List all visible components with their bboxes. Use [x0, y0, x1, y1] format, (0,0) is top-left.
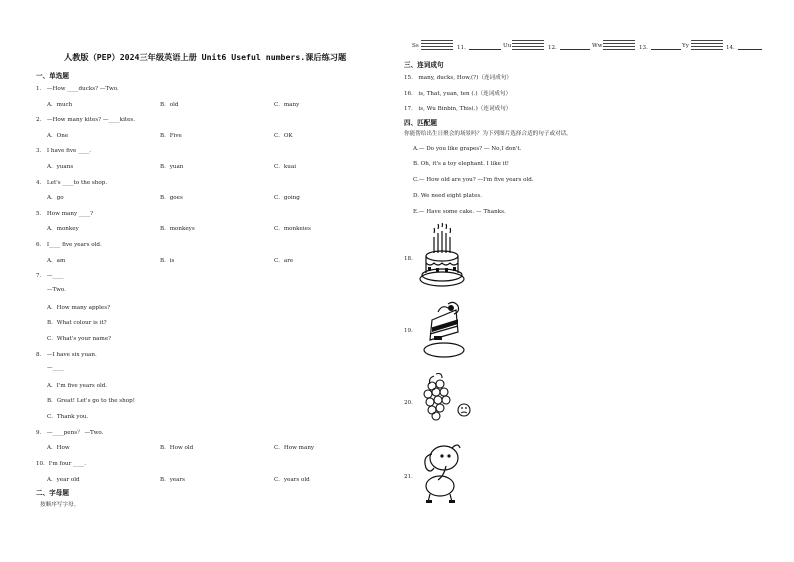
letter-number: 12．: [548, 45, 561, 51]
option-a[interactable]: A．One: [47, 133, 69, 139]
option-c[interactable]: C．kuai: [274, 164, 296, 170]
question-stem: 1． —How ____ducks? —Two.: [36, 86, 119, 92]
grapes-picture: [418, 370, 480, 432]
option-b[interactable]: B．years: [160, 477, 186, 483]
toy-elephant-picture: [418, 440, 466, 506]
option-a[interactable]: A．I'm five years old.: [47, 383, 108, 389]
option-a[interactable]: A．How: [47, 445, 70, 451]
matching-option: A.— Do you like grapes? — No,I don't.: [413, 146, 522, 152]
birthday-cake-picture: [418, 223, 466, 291]
section-sentences: 三、连词成句: [404, 61, 444, 69]
option-b[interactable]: B．goes: [160, 195, 183, 201]
letter-number: 14．: [726, 45, 739, 51]
option-b[interactable]: B．is: [160, 258, 175, 264]
letter-number: 11．: [457, 45, 470, 51]
letter-number: 13．: [639, 45, 652, 51]
answer-blank[interactable]: [469, 44, 501, 50]
question-stem: 10．I'm four ____.: [36, 461, 86, 467]
option-a[interactable]: A．year old: [47, 477, 80, 483]
option-c[interactable]: C．What's your name?: [47, 336, 112, 342]
section-letters: 二、字母题: [36, 489, 69, 497]
option-b[interactable]: B．Five: [160, 133, 182, 139]
option-c[interactable]: C．OK: [274, 133, 293, 139]
answer-blank[interactable]: [738, 44, 762, 50]
section-single-choice: 一、单选题: [36, 72, 69, 80]
letter-writing-lines[interactable]: [512, 38, 544, 50]
letter-label: Ww: [592, 43, 603, 49]
option-b[interactable]: B．Great! Let's go to the shop!: [47, 398, 135, 404]
option-c[interactable]: C．many: [274, 102, 300, 108]
option-c[interactable]: C．How many: [274, 445, 315, 451]
picture-number: 19．: [404, 328, 417, 334]
picture-number: 20．: [404, 400, 417, 406]
letters-instruction: 按顺序写字母。: [40, 502, 80, 508]
dialog-reply: —Two.: [47, 287, 66, 293]
option-b[interactable]: B．How old: [160, 445, 194, 451]
option-b[interactable]: B．What colour is it?: [47, 320, 107, 326]
letter-label: Yy: [682, 43, 689, 49]
option-c[interactable]: C．monkeies: [274, 226, 311, 232]
letter-writing-lines[interactable]: [421, 38, 453, 50]
option-a[interactable]: A．go: [47, 195, 64, 201]
option-a[interactable]: A．am: [47, 258, 66, 264]
section-matching: 四、匹配题: [404, 119, 437, 127]
question-stem: 8． —I have six yuan.: [36, 352, 97, 358]
option-c[interactable]: C．are: [274, 258, 294, 264]
sentence-item: 17． is, Wu Binbin, This(.)（连词成句）: [404, 106, 512, 112]
option-a[interactable]: A．monkey: [47, 226, 79, 232]
question-stem: 9． —____pens？ —Two.: [36, 430, 104, 436]
matching-option: C.— How old are you? —I'm five years old.: [413, 177, 534, 183]
question-stem: 2． —How many kites? —____kites.: [36, 117, 136, 123]
option-c[interactable]: C．years old: [274, 477, 310, 483]
picture-number: 18．: [404, 256, 417, 262]
option-a[interactable]: A．How many apples?: [47, 305, 111, 311]
answer-blank[interactable]: [651, 44, 681, 50]
letter-writing-lines[interactable]: [603, 38, 635, 50]
matching-instruction: 你能帮给出生日聚会的场景吗？为下列图片选择合适的句子或对话。: [404, 131, 572, 137]
letter-writing-lines[interactable]: [691, 38, 723, 50]
sentence-item: 16． is, That, yuan, ten (.)（连词成句）: [404, 91, 512, 97]
letter-label: Uu: [503, 43, 512, 49]
answer-blank[interactable]: [560, 44, 590, 50]
question-stem: 7． —____: [36, 273, 64, 279]
letter-label: Ss: [412, 43, 419, 49]
option-c[interactable]: C．going: [274, 195, 300, 201]
matching-option: D. We need eight plates.: [413, 193, 483, 199]
option-a[interactable]: A．yuans: [47, 164, 74, 170]
picture-number: 21．: [404, 474, 417, 480]
question-stem: 5． How many ____?: [36, 211, 94, 217]
option-b[interactable]: B．yuan: [160, 164, 184, 170]
dialog-reply: —____: [47, 365, 64, 371]
question-stem: 4． Let's ____to the shop.: [36, 180, 108, 186]
page-title: 人教版（PEP）2024三年级英语上册 Unit6 Useful numbers.课后练习题: [64, 52, 347, 62]
cake-slice-picture: [418, 298, 466, 364]
matching-option: B. Oh, it's a toy elephant. I like it!: [413, 161, 509, 167]
matching-option: E.— Have some cake. — Thanks.: [413, 209, 506, 215]
question-stem: 3． I have five ____.: [36, 148, 92, 154]
letter-writing-row: [412, 38, 772, 54]
option-b[interactable]: B．monkeys: [160, 226, 195, 232]
option-a[interactable]: A．much: [47, 102, 73, 108]
option-c[interactable]: C．Thank you.: [47, 414, 89, 420]
sentence-item: 15． many, ducks, How,(?)（连词成句）: [404, 75, 512, 81]
question-stem: 6． I____ five years old.: [36, 242, 102, 248]
option-b[interactable]: B．old: [160, 102, 179, 108]
